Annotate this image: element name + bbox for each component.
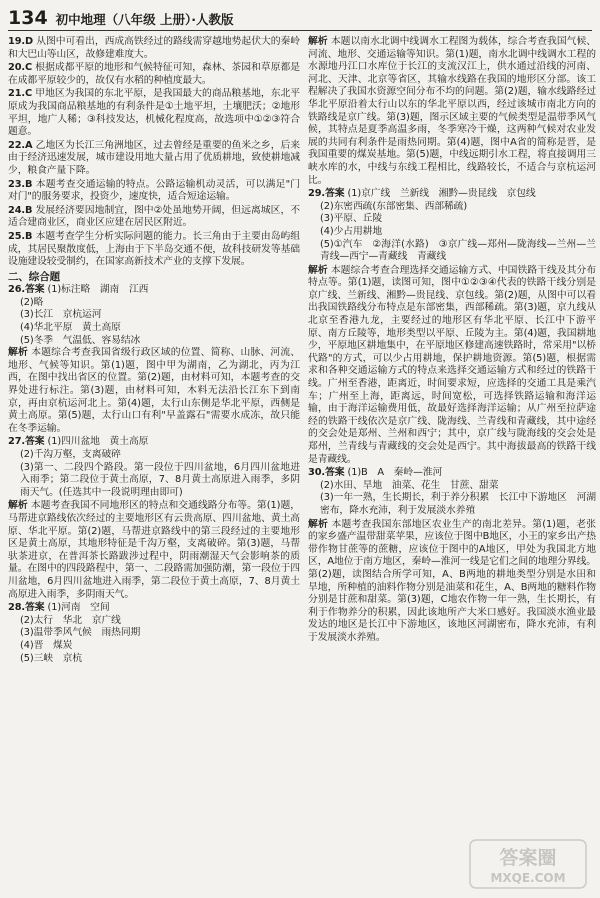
question-29: 29.答案 (1)京广线 兰新线 湘黔—贵昆线 京包线 (2)东密西疏(东部密集、西部稀疏) (3)平原、丘陵 (4)少占用耕地 (5)①汽车 ②海洋(水路) ③京广线—郑州—陇海线—兰州—兰青线—西宁—青藏线 青藏线 解析 本题综合考查合理选择交通运输方式、中国铁路干线及其分布特点等。第(1)题，读图可知，图中①②③④代表的铁路干线分别是京广线、兰新线、湘黔—贵昆线、京包线。第(2)题，从图中可以看出我国铁路线分布特点是东部密集，西部稀疏。第(3)题，京九线从北京至香港九龙，主要经过的地形区有华北平原、长江中下游平原、南方丘陵等，地形类型以平原、丘陵为主。第(4)题，我国耕地少，平原地区耕地集中，在平原地区修建高速铁路时，常采用"以桥代路"的方式，可以少占用耕地，保护耕地资源。第(5)题，根据需求和各种交通运输方式的特点来选择交通运输方式和经过的铁路干线。广州至香港，距离近，时间要求短，应选择的交通工具是乘汽车；广州至上海，距离远，时间宽松，可选择铁路运输和海洋运输，由于海洋运输费用低，故最好选择海洋运输；从广州至拉萨途经的铁路干线依次是京广线、陇海线、兰青线和青藏线，其中途经的交会处是郑州、兰州和西宁；其中，京广线与陇海线的交会处是郑州，兰青线与青藏线的交会处是西宁。其中海拔最高的铁路干线是青藏线。 [308, 188, 596, 465]
watermark-logo-icon [468, 838, 588, 890]
mc-answer-19: 19.D 从图中可看出，西成高铁经过的路线需穿越地势起伏大的秦岭和大巴山等山区，故修建难度大。 [8, 36, 300, 60]
question-28: 28.答案 (1)河南 空间 (2)太行 华北 京广线 (3)温带季风气候 雨热同期 (4)晋 煤炭 (5)三峡 京杭 [8, 602, 141, 664]
header-rule [8, 30, 592, 31]
question-30: 30.答案 (1)B A 秦岭—淮河 (2)水田、旱地 油菜、花生 甘蔗、甜菜 (3)一年一熟，生长期长，利于养分积累 长江中下游地区 河湖密布，降水充沛，利于发展淡水养殖 解析 本题考查我国东部地区农业生产的南北差异。第(1)题，老张的家乡盛产温带甜菜苹果，应该位于图中B地区，小王的家乡出产热带作物甘蔗等的蔗糖，应该位于图中的A地区，甲处为我国北方地区，A地位于南方地区，秦岭—淮河一线是它们之间的地理分界线。第(2)题，读图结合所学可知，A、B两地的耕地类型分别是水田和旱地，所种植的油料作物分别是油菜和花生，A、B两地的糖料作物分别是甘蔗和甜菜。第(3)题，C地农作物一年一熟，生长期长，有利于作物养分的积累，因此该地所产大米口感好。我国淡水渔业最发达的地区是长江中下游地区，该地区河湖密布，降水充沛，有利于发展淡水养殖。 [308, 467, 596, 643]
right-column [308, 36, 596, 646]
mc-answer-21: 21.C 甲地区为我国的东北平原，是我国最大的商品粮基地，东北平原成为我国商品粮基地的有利条件是①土地平坦，土壤肥沃；②地形平坦，地广人稀；③科技发达，机械化程度高，故选项中①②③符合题意。 [8, 88, 301, 138]
mc-answer-25: 25.B 本题考查学生分析实际问题的能力。长三角由于主要由岛屿组成，其居民聚散度低，上海由于下半岛交通不便，故科技研发等基础设施建设较受制约，在国家高新技术产业的支撑下发展。 [8, 230, 300, 268]
page-header [8, 6, 592, 28]
question-26: 26.答案 (1)标注略 湖南 江西 (2)略 (3)长江 京杭运河 (4)华北平原 黄土高原 (5)冬季 气温低、容易结冰 解析 本题综合考查我国省级行政区域的位置、简称、山脉、河流、地形、气候等知识。第(1)题，图中甲为湖南，乙为湖北，丙为江西，在图中找出省区的位置。第(2)题，由材料可知，本题考查的交界处进行标注。第(3)题，由材料可知，木料无法沿长江东下到南京，再由京杭运河北上。第(4)题，太行山东侧是华北平原，西侧是黄土高原。第(5)题，太行山口有利"早盖露石"需要水成冻，故只能在冬季运输。 [8, 284, 300, 434]
watermark-logo [468, 838, 588, 890]
page-number: 134 [8, 7, 48, 29]
book-title: 初中地理（八年级 上册）·人教版 [55, 12, 234, 27]
mc-answer-24: 24.B 发展经济要因地制宜，图中②处虽地势开阔，但远离城区，不适合建商业区，商业区应建在居民区附近。 [8, 204, 300, 229]
mc-answer-22: 22.A 乙地区为长江三角洲地区，过去曾经是重要的鱼米之乡，后来由于经济迅速发展，城市建设用地大量占用了优质耕地，致使耕地减少，粮食产量下降。 [8, 139, 301, 176]
svg-text:答案圈: 答案圈 [499, 847, 557, 869]
svg-text:MXQE.COM: MXQE.COM [490, 871, 566, 885]
section-title: 二、综合题 [8, 270, 60, 283]
question-27: 27.答案 (1)四川盆地 黄土高原 (2)千沟万壑，支离破碎 (3)第一、二段四个路段。第一段位于四川盆地，6月四川盆地进入雨季；第二段位于黄土高原，7、8月黄土高原进入雨季，多阴雨天气。(任选其中一段说明理由即可) 解析 本题考查我国不同地形区的特点和交通线路分布等。第(1)题，马帮进京路线依次经过的主要地形区有云贵高原、四川盆地、黄土高原、华北平原。第(2)题，马帮进京路线中的第三段经过的主要地形区是黄土高原，其地形特征是千沟万壑，支离破碎。第(3)题，马帮驮茶进京，在普洱茶长路跋涉过程中，阴雨潮湿天气会影响茶的质量。在图中的四段路程中，第一、二段路需加强防潮，第一段位于四川盆地，6月四川盆地进入雨季，第二段位于黄土高原，7、8月黄土高原进入雨季，多阴雨天气。 [8, 436, 300, 600]
mc-answer-23: 23.B 本题考查交通运输的特点。公路运输机动灵活，可以满足"门对门"的服务要求，投资少，速度快，适合短途运输。 [8, 178, 300, 203]
q28-analysis: 解析 本题以南水北调中线调水工程图为载体，综合考查我国气候、河流、地形、交通运输等知识。第(1)题，南水北调中线调水工程的水源地丹江口水库位于长江的支流汉江上，供水通过沿线的河南、河北、天津、北京等省区，其输水线路在我国的地形区分部。该工程解决了我国水资源空间分布不均的问题。第(2)题，输水线路经过华北平原沿着太行山以东的华北平原以西，经过该城市南北方向的铁路线是京广线。第(3)题，图示区域主要的气候类型是温带季风气候，其特点是夏季高温多雨，冬季寒冷干燥，这两种气候对农业发展的共同有利条件是雨热同期。第(4)题，图中A省的简称是晋，是我国重要的煤炭基地。第(5)题，中线远期引水工程，将直接调用三峡水库的水，中线与东线工程相比，线路较长，不适合与京杭运河比。 [308, 36, 596, 186]
mc-answer-20: 20.C 根据成都平原的地形和气候特征可知，森林、茶园和草原都是在成都平原较少的，故仅有水稻的种植度最大。 [8, 62, 301, 86]
left-column [8, 36, 300, 665]
